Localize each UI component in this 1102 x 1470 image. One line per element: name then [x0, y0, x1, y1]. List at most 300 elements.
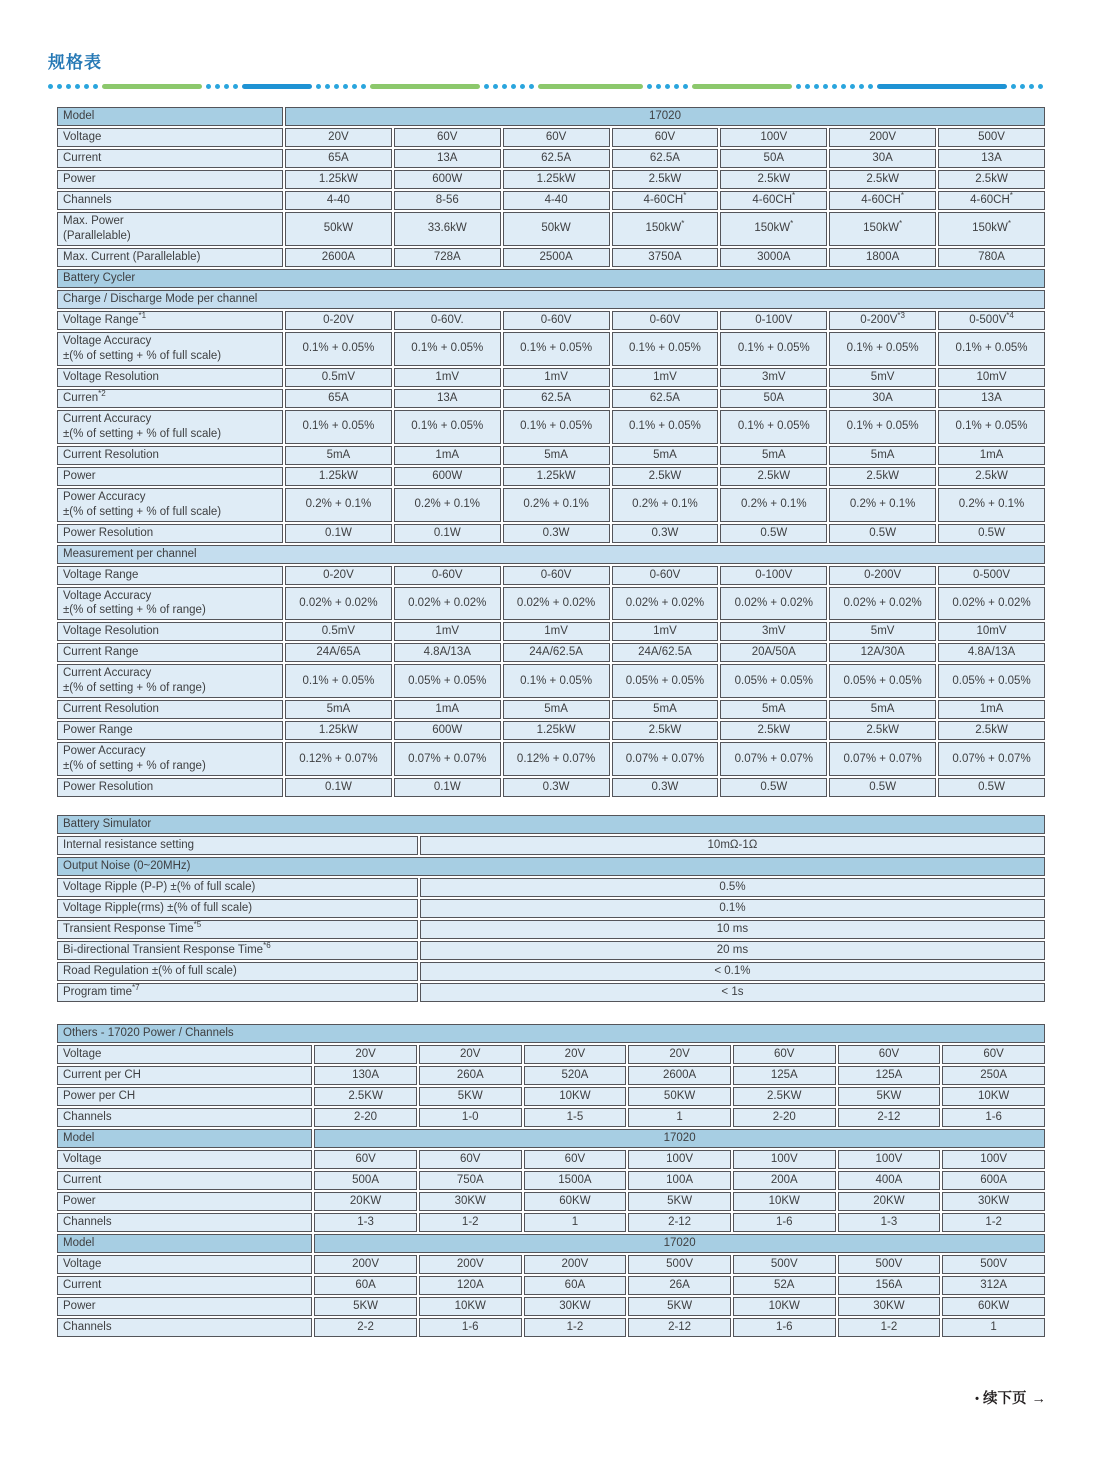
- cell-value: 50KW: [628, 1087, 731, 1106]
- cell-value: 0.1% + 0.05%: [829, 332, 936, 366]
- cell-value: 1-3: [838, 1213, 941, 1232]
- cell-value: 1: [628, 1108, 731, 1127]
- cell-value: 1-2: [838, 1318, 941, 1337]
- divider-dot: [343, 84, 348, 89]
- row-label: Voltage Range: [57, 566, 283, 585]
- table-row: [57, 1276, 1045, 1295]
- divider-dot: [868, 84, 873, 89]
- cell-value: 1mV: [612, 622, 719, 641]
- divider-dot: [511, 84, 516, 89]
- cell-value: 0.1W: [285, 524, 392, 543]
- cell-value: 60V: [524, 1150, 627, 1169]
- divider-dot: [1020, 84, 1025, 89]
- table-row: [57, 1234, 1045, 1253]
- table-row: [57, 248, 1045, 267]
- cell-value: 0-60V: [612, 311, 719, 330]
- table-row: [57, 212, 1045, 246]
- cell-value: 13A: [938, 149, 1045, 168]
- cell-value: 0.1% + 0.05%: [285, 664, 392, 698]
- row-label: Channels: [57, 1318, 312, 1337]
- cell-value: 0.07% + 0.07%: [612, 742, 719, 776]
- cell-value: 200V: [419, 1255, 522, 1274]
- cell-value: 8-56: [394, 191, 501, 210]
- row-label: Model: [57, 1234, 312, 1253]
- cell-value: 4-60CH*: [720, 191, 827, 210]
- cell-value: 13A: [394, 149, 501, 168]
- divider-dot: [814, 84, 819, 89]
- footer-bullet: •: [975, 1393, 979, 1405]
- cell-value: 1800A: [829, 248, 936, 267]
- table-row: [57, 488, 1045, 522]
- cell-value: 0-60V: [612, 566, 719, 585]
- row-label: Voltage Resolution: [57, 368, 283, 387]
- cell-value: 20V: [285, 128, 392, 147]
- cell-value: 2.5kW: [720, 170, 827, 189]
- cell-value: 780A: [938, 248, 1045, 267]
- cell-value: 60V: [394, 128, 501, 147]
- cell-value: 30KW: [838, 1297, 941, 1316]
- cell-value: 10KW: [419, 1297, 522, 1316]
- divider-dot: [75, 84, 80, 89]
- cell-value: 0.1% + 0.05%: [285, 332, 392, 366]
- divider-dot: [859, 84, 864, 89]
- divider-dot: [233, 84, 238, 89]
- cell-value: 5mA: [612, 446, 719, 465]
- divider-dot: [484, 84, 489, 89]
- cell-value: 62.5A: [612, 389, 719, 408]
- table-row: [57, 1255, 1045, 1274]
- row-label: Current: [57, 1171, 312, 1190]
- cell-value: 250A: [942, 1066, 1045, 1085]
- row-label: Model: [57, 107, 283, 126]
- cell-value: 1.25kW: [285, 467, 392, 486]
- cell-value: 20V: [419, 1045, 522, 1064]
- table-row: [57, 1318, 1045, 1337]
- table-row: [57, 1108, 1045, 1127]
- cell-value: 2.5kW: [938, 467, 1045, 486]
- table-row: [57, 1066, 1045, 1085]
- divider-dot: [796, 84, 801, 89]
- cell-value: 5mV: [829, 622, 936, 641]
- row-label: Transient Response Time$^{*5}$: [57, 920, 418, 939]
- cell-value: 50A: [720, 389, 827, 408]
- table-row: [57, 664, 1045, 698]
- cell-value: 4-60CH*: [829, 191, 936, 210]
- row-label: Channels: [57, 191, 283, 210]
- cell-value: 5KW: [419, 1087, 522, 1106]
- cell-value: 2-12: [628, 1213, 731, 1232]
- cell-value: 1mV: [612, 368, 719, 387]
- cell-value: 100A: [628, 1171, 731, 1190]
- cell-value: 2-2: [314, 1318, 417, 1337]
- footnote-marker: *7: [132, 983, 140, 993]
- footnote-marker: *: [683, 191, 687, 201]
- row-label: Power: [57, 170, 283, 189]
- row-label: Program time$^{*7}$: [57, 983, 418, 1002]
- section-header: Others - 17020 Power / Channels: [57, 1024, 1045, 1043]
- model-value: 17020: [314, 1129, 1045, 1148]
- section-header: Battery Simulator: [57, 815, 1045, 834]
- table-row: [57, 545, 1045, 564]
- cell-value: 5mA: [829, 446, 936, 465]
- cell-value: $0-200V^{*3}$: [829, 311, 936, 330]
- cell-value: < 0.1%: [420, 962, 1045, 981]
- cell-value: 0.02% + 0.02%: [829, 587, 936, 621]
- table-row: [57, 721, 1045, 740]
- row-label: Current Resolution: [57, 446, 283, 465]
- table-row: [57, 778, 1045, 797]
- cell-value: 100V: [733, 1150, 836, 1169]
- cell-value: 10KW: [524, 1087, 627, 1106]
- row-label: Voltage: [57, 1255, 312, 1274]
- table-row: [57, 269, 1045, 288]
- cell-value: 20 ms: [420, 941, 1045, 960]
- row-label: Model: [57, 1129, 312, 1148]
- cell-value: 10KW: [733, 1297, 836, 1316]
- cell-value: 1-6: [419, 1318, 522, 1337]
- row-label: Voltage Ripple (P-P) ±(% of full scale): [57, 878, 418, 897]
- cell-value: 1-2: [419, 1213, 522, 1232]
- divider-dot: [316, 84, 321, 89]
- cell-value: 1-2: [524, 1318, 627, 1337]
- table-row: [57, 878, 1045, 897]
- cell-value: 1-0: [419, 1108, 522, 1127]
- cell-value: 0.5W: [829, 778, 936, 797]
- cell-value: 0.07% + 0.07%: [720, 742, 827, 776]
- cell-value: 20V: [524, 1045, 627, 1064]
- row-label: Power per CH: [57, 1087, 312, 1106]
- divider-dot: [805, 84, 810, 89]
- divider-bar: [102, 84, 202, 89]
- cell-value: 60A: [314, 1276, 417, 1295]
- cell-value: 13A: [938, 389, 1045, 408]
- cell-value: 600W: [394, 721, 501, 740]
- divider-bar: [877, 84, 1007, 89]
- table-row: [57, 1087, 1045, 1106]
- cell-value: 0.5W: [720, 778, 827, 797]
- cell-value: 200V: [314, 1255, 417, 1274]
- table-row: [57, 1213, 1045, 1232]
- model-value: 17020: [314, 1234, 1045, 1253]
- footnote-marker: *1: [138, 311, 147, 321]
- footnote-marker: *2: [98, 388, 106, 398]
- cell-value: 0.1% + 0.05%: [829, 410, 936, 444]
- cell-value: 30KW: [419, 1192, 522, 1211]
- cell-value: 0.2% + 0.1%: [720, 488, 827, 522]
- cell-value: 150kW*: [938, 212, 1045, 246]
- cell-value: 10KW: [733, 1192, 836, 1211]
- cell-value: $0-500V^{*4}$: [938, 311, 1045, 330]
- cell-value: 0.3W: [503, 778, 610, 797]
- cell-value: 0.12% + 0.07%: [285, 742, 392, 776]
- cell-value: 20A/50A: [720, 643, 827, 662]
- divider-dot: [841, 84, 846, 89]
- cell-value: 20V: [314, 1045, 417, 1064]
- table-row: [57, 128, 1045, 147]
- row-label: Max. Power (Parallelable): [57, 212, 283, 246]
- cell-value: 13A: [394, 389, 501, 408]
- cell-value: 0.2% + 0.1%: [829, 488, 936, 522]
- cell-value: 0.1% + 0.05%: [612, 332, 719, 366]
- footnote-marker: *6: [263, 941, 271, 951]
- divider-dot: [215, 84, 220, 89]
- cell-value: 2-12: [628, 1318, 731, 1337]
- cell-value: 1mV: [503, 368, 610, 387]
- cell-value: 0.02% + 0.02%: [394, 587, 501, 621]
- cell-value: 24A/62.5A: [503, 643, 610, 662]
- divider-dot: [665, 84, 670, 89]
- cell-value: 5mA: [612, 700, 719, 719]
- cell-value: 0.1% + 0.05%: [612, 410, 719, 444]
- cell-value: 750A: [419, 1171, 522, 1190]
- cell-value: 150kW*: [720, 212, 827, 246]
- cell-value: 1mA: [938, 700, 1045, 719]
- cell-value: 0.5W: [938, 524, 1045, 543]
- cell-value: 120A: [419, 1276, 522, 1295]
- table-row: [57, 170, 1045, 189]
- cell-value: 5mA: [285, 446, 392, 465]
- cell-value: 30KW: [942, 1192, 1045, 1211]
- section-header: Charge / Discharge Mode per channel: [57, 290, 1045, 309]
- cell-value: 1.25kW: [285, 170, 392, 189]
- cell-value: 0.5W: [938, 778, 1045, 797]
- cell-value: 1mA: [394, 700, 501, 719]
- footnote-marker: *: [900, 191, 904, 201]
- cell-value: 1.25kW: [503, 721, 610, 740]
- cell-value: 60V: [503, 128, 610, 147]
- cell-value: 0.05% + 0.05%: [612, 664, 719, 698]
- cell-value: 0-100V: [720, 566, 827, 585]
- cell-value: 10KW: [942, 1087, 1045, 1106]
- cell-value: 0-60V: [394, 566, 501, 585]
- cell-value: 50kW: [285, 212, 392, 246]
- divider-dot: [325, 84, 330, 89]
- table-row: [57, 524, 1045, 543]
- cell-value: 2600A: [628, 1066, 731, 1085]
- table-row: [57, 410, 1045, 444]
- divider-dot: [850, 84, 855, 89]
- cell-value: 1-5: [524, 1108, 627, 1127]
- divider-dot: [206, 84, 211, 89]
- cell-value: 312A: [942, 1276, 1045, 1295]
- row-label: Bi-directional Transient Response Time$^{*6}$: [57, 941, 418, 960]
- cell-value: 0.1W: [394, 524, 501, 543]
- cell-value: 100V: [628, 1150, 731, 1169]
- table-row: [57, 815, 1045, 834]
- cell-value: 100V: [720, 128, 827, 147]
- cell-value: 4-40: [503, 191, 610, 210]
- row-label: Road Regulation ±(% of full scale): [57, 962, 418, 981]
- cell-value: 4-60CH*: [938, 191, 1045, 210]
- cell-value: 0.3W: [612, 778, 719, 797]
- divider-bar: [692, 84, 792, 89]
- cell-value: 125A: [838, 1066, 941, 1085]
- table-row: [57, 857, 1045, 876]
- cell-value: 5KW: [314, 1297, 417, 1316]
- row-label: Voltage Range$^{*1}$: [57, 311, 283, 330]
- table-row: [57, 836, 1045, 855]
- cell-value: 0-500V: [938, 566, 1045, 585]
- cell-value: 2.5kW: [612, 467, 719, 486]
- divider-dot: [1029, 84, 1034, 89]
- cell-value: 500V: [938, 128, 1045, 147]
- cell-value: 156A: [838, 1276, 941, 1295]
- cell-value: 60KW: [524, 1192, 627, 1211]
- cell-value: 2.5kW: [938, 721, 1045, 740]
- table-row: [57, 742, 1045, 776]
- divider-dot: [832, 84, 837, 89]
- cell-value: 1-2: [942, 1213, 1045, 1232]
- others-table: [55, 1022, 1047, 1339]
- table-row: [57, 446, 1045, 465]
- cell-value: 62.5A: [503, 389, 610, 408]
- cell-value: 5mA: [829, 700, 936, 719]
- row-label: Channels: [57, 1213, 312, 1232]
- cell-value: 24A/62.5A: [612, 643, 719, 662]
- cell-value: 400A: [838, 1171, 941, 1190]
- cell-value: 2.5kW: [938, 170, 1045, 189]
- cell-value: 4-60CH*: [612, 191, 719, 210]
- cell-value: 60V: [314, 1150, 417, 1169]
- cell-value: 260A: [419, 1066, 522, 1085]
- cell-value: 0.1W: [285, 778, 392, 797]
- cell-value: 2.5kW: [829, 721, 936, 740]
- right-arrow-icon: →: [1031, 1391, 1046, 1407]
- row-label: Internal resistance setting: [57, 836, 418, 855]
- cell-value: 0-20V: [285, 566, 392, 585]
- footnote-marker: *4: [1006, 311, 1014, 321]
- table-row: [57, 1297, 1045, 1316]
- row-label: Current per CH: [57, 1066, 312, 1085]
- divider-dot: [683, 84, 688, 89]
- cell-value: 20KW: [314, 1192, 417, 1211]
- cell-value: 2.5kW: [612, 721, 719, 740]
- cell-value: 600A: [942, 1171, 1045, 1190]
- row-label: Max. Current (Parallelable): [57, 248, 283, 267]
- table-row: [57, 191, 1045, 210]
- cell-value: 10mΩ-1Ω: [420, 836, 1045, 855]
- row-label: Curren$^{*2}$: [57, 389, 283, 408]
- cell-value: 52A: [733, 1276, 836, 1295]
- cell-value: 1mV: [503, 622, 610, 641]
- cell-value: 50kW: [503, 212, 610, 246]
- cell-value: 0.05% + 0.05%: [938, 664, 1045, 698]
- cell-value: 0.2% + 0.1%: [938, 488, 1045, 522]
- cell-value: 10mV: [938, 368, 1045, 387]
- divider-bar: [370, 84, 480, 89]
- divider-dot: [93, 84, 98, 89]
- table-row: [57, 1192, 1045, 1211]
- table-row: [57, 1024, 1045, 1043]
- cell-value: 0.5mV: [285, 368, 392, 387]
- page-title: 规格表: [48, 53, 102, 72]
- cell-value: 0.02% + 0.02%: [938, 587, 1045, 621]
- cell-value: 2-20: [314, 1108, 417, 1127]
- cell-value: 1mV: [394, 622, 501, 641]
- cell-value: 2.5kW: [720, 467, 827, 486]
- table-row: [57, 467, 1045, 486]
- divider-dot: [1011, 84, 1016, 89]
- cell-value: 0-100V: [720, 311, 827, 330]
- cell-value: 60A: [524, 1276, 627, 1295]
- cell-value: 0.2% + 0.1%: [394, 488, 501, 522]
- table-row: [57, 983, 1045, 1002]
- table-row: [57, 899, 1045, 918]
- cell-value: 1-6: [733, 1213, 836, 1232]
- divider-bar: [242, 84, 312, 89]
- cell-value: 26A: [628, 1276, 731, 1295]
- divider-dot: [352, 84, 357, 89]
- table-row: [57, 311, 1045, 330]
- footnote-marker: *: [1007, 219, 1011, 229]
- cell-value: 728A: [394, 248, 501, 267]
- cell-value: 0.1% + 0.05%: [394, 410, 501, 444]
- cell-value: 0.5mV: [285, 622, 392, 641]
- cell-value: 100V: [942, 1150, 1045, 1169]
- row-label: Voltage Accuracy ±(% of setting + % of full scale): [57, 332, 283, 366]
- cell-value: 30A: [829, 389, 936, 408]
- divider-dot: [823, 84, 828, 89]
- divider-dot: [334, 84, 339, 89]
- cell-value: 0.1% + 0.05%: [285, 410, 392, 444]
- table-row: [57, 700, 1045, 719]
- row-label: Current: [57, 1276, 312, 1295]
- cell-value: 1.25kW: [503, 467, 610, 486]
- cell-value: 0.1W: [394, 778, 501, 797]
- cell-value: 33.6kW: [394, 212, 501, 246]
- divider-dot: [84, 84, 89, 89]
- row-label: Voltage: [57, 128, 283, 147]
- cell-value: 500V: [733, 1255, 836, 1274]
- footnote-marker: *: [792, 191, 796, 201]
- cell-value: 0.05% + 0.05%: [394, 664, 501, 698]
- page-footer: [975, 1387, 1046, 1408]
- cell-value: 65A: [285, 149, 392, 168]
- row-label: Power Accuracy ±(% of setting + % of full scale): [57, 488, 283, 522]
- cell-value: 5mA: [720, 446, 827, 465]
- cell-value: 60V: [612, 128, 719, 147]
- cell-value: 2600A: [285, 248, 392, 267]
- cell-value: 0.1% + 0.05%: [938, 332, 1045, 366]
- table-row: [57, 622, 1045, 641]
- cell-value: 1mV: [394, 368, 501, 387]
- cell-value: 0.05% + 0.05%: [720, 664, 827, 698]
- row-label: Current Accuracy ±(% of setting + % of full scale): [57, 410, 283, 444]
- table-row: [57, 962, 1045, 981]
- cell-value: 3mV: [720, 622, 827, 641]
- table-row: [57, 290, 1045, 309]
- section-header: Output Noise (0~20MHz): [57, 857, 1045, 876]
- cell-value: 5KW: [628, 1192, 731, 1211]
- table-row: [57, 920, 1045, 939]
- cell-value: 0.1% + 0.05%: [720, 410, 827, 444]
- decorative-divider: [48, 82, 1055, 90]
- cell-value: 1500A: [524, 1171, 627, 1190]
- cell-value: 62.5A: [503, 149, 610, 168]
- row-label: Power: [57, 467, 283, 486]
- cell-value: 24A/65A: [285, 643, 392, 662]
- cell-value: 0.02% + 0.02%: [612, 587, 719, 621]
- row-label: Power: [57, 1192, 312, 1211]
- cell-value: 20KW: [838, 1192, 941, 1211]
- cell-value: 10 ms: [420, 920, 1045, 939]
- cell-value: 1-6: [733, 1318, 836, 1337]
- row-label: Power Resolution: [57, 778, 283, 797]
- cell-value: 10mV: [938, 622, 1045, 641]
- cell-value: 0.1% + 0.05%: [394, 332, 501, 366]
- cell-value: 0.1% + 0.05%: [503, 332, 610, 366]
- table-row: [57, 149, 1045, 168]
